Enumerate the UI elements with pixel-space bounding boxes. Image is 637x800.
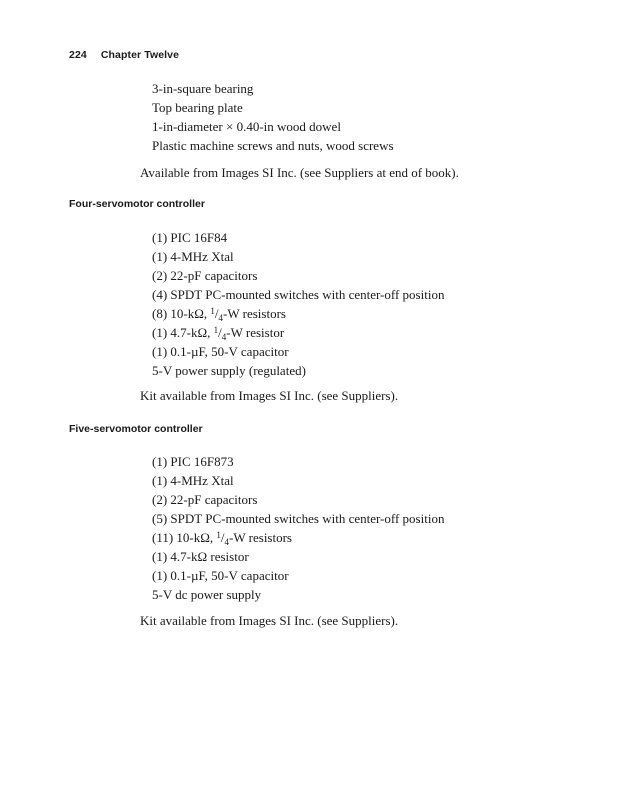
list-item: Top bearing plate	[152, 100, 243, 115]
list-item: 3-in-square bearing	[152, 81, 254, 96]
availability-note: Available from Images SI Inc. (see Suppliers at end of book).	[140, 165, 459, 180]
list-item: (1) 0.1-µF, 50-V capacitor	[152, 568, 289, 583]
kit-note: Kit available from Images SI Inc. (see Suppliers).	[140, 613, 399, 628]
bearing-parts-list	[152, 79, 394, 155]
fraction-denominator: 4	[221, 332, 227, 342]
list-item: (1) 4-MHz Xtal	[152, 473, 234, 488]
list-item: (1) 0.1-µF, 50-V capacitor	[152, 344, 289, 359]
list-item: (8) 10-kΩ, $^1/_4-W$ resistors	[152, 306, 286, 323]
section-heading-five-servo: Five-servomotor controller	[69, 423, 203, 435]
list-item: Plastic machine screws and nuts, wood screws	[152, 138, 394, 153]
fraction-numerator: 1	[210, 306, 215, 316]
list-item: (2) 22-pF capacitors	[152, 492, 258, 507]
list-item: (11) 10-kΩ, $^1/_4-W$ resistors	[152, 530, 292, 547]
item-text: (8) 10-kΩ,	[152, 306, 211, 321]
fraction-denominator: 4	[218, 313, 224, 323]
page-number: 224	[69, 49, 87, 61]
chapter-title: Chapter Twelve	[100, 49, 180, 61]
five-servo-parts-list	[152, 452, 444, 604]
item-text: -W resistors	[223, 306, 286, 321]
list-item: (5) SPDT PC-mounted switches with center-off position	[152, 511, 445, 526]
item-text: -W resistors	[229, 530, 292, 545]
list-item: (1) PIC 16F84	[152, 230, 228, 245]
list-item: (1) 4.7-kΩ resistor	[152, 549, 249, 564]
fraction-numerator: 1	[216, 530, 221, 540]
four-servo-parts-list	[152, 228, 444, 380]
item-text: (11) 10-kΩ,	[152, 530, 217, 545]
list-item: (2) 22-pF capacitors	[152, 268, 258, 283]
item-text: -W resistor	[226, 325, 285, 340]
list-item: 1-in-diameter × 0.40-in wood dowel	[152, 119, 341, 134]
fraction-denominator: 4	[224, 537, 230, 547]
item-text: (1) 4.7-kΩ,	[152, 325, 214, 340]
running-header	[69, 49, 179, 61]
fraction-numerator: 1	[213, 325, 219, 335]
list-item: (1) 4-MHz Xtal	[152, 249, 234, 264]
list-item: (1) PIC 16F873	[152, 454, 234, 469]
list-item: 5-V dc power supply	[152, 587, 262, 602]
list-item: 5-V power supply (regulated)	[152, 363, 306, 378]
kit-note: Kit available from Images SI Inc. (see Suppliers).	[140, 388, 399, 403]
section-heading-four-servo: Four-servomotor controller	[69, 198, 205, 210]
list-item: (4) SPDT PC-mounted switches with center-off position	[152, 287, 445, 302]
list-item: (1) 4.7-kΩ, $^1/_4-W$ resistor	[152, 325, 285, 342]
